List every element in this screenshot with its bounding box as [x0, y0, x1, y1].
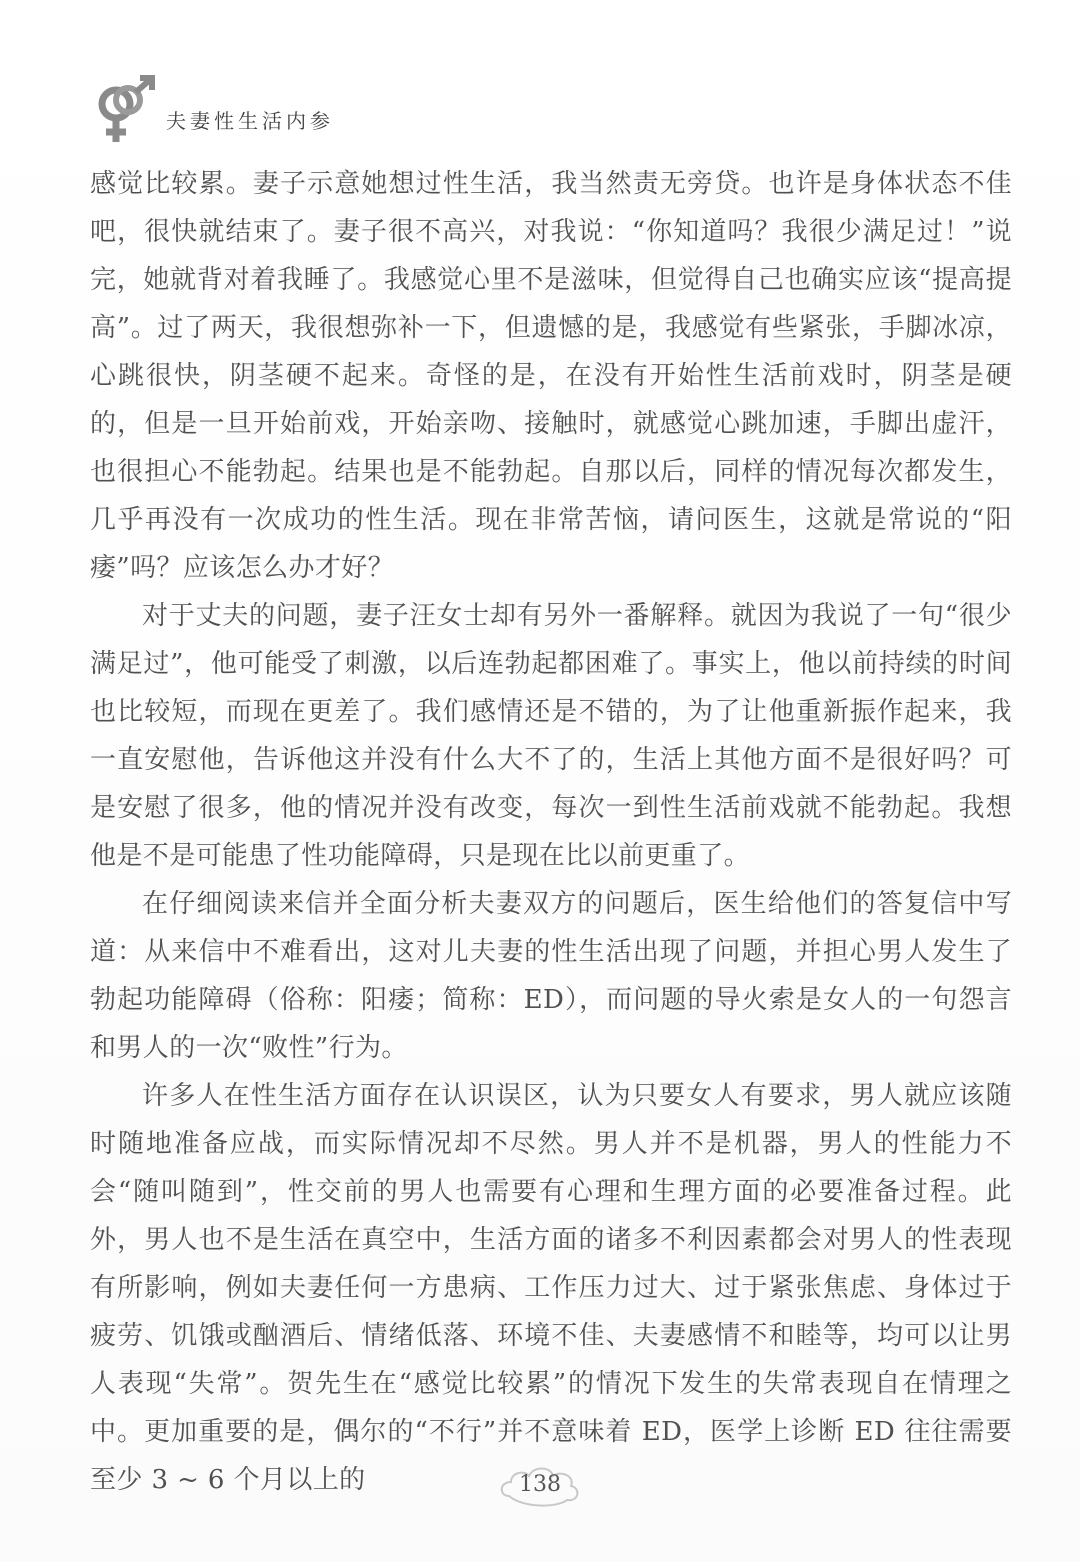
paragraph-3: 在仔细阅读来信并全面分析夫妻双方的问题后，医生给他们的答复信中写道：从来信中不难看出，这对儿夫妻的性生活出现了问题，并担心男人发生了勃起功能障碍（俗称：阳痿；简称：ED），而问题的导火索是女人的一句怨言和男人的一次“败性”行为。: [90, 889, 1012, 1063]
page-number-badge: [495, 1462, 585, 1510]
paragraph-1: 感觉比较累。妻子示意她想过性生活，我当然责无旁贷。也许是身体状态不佳吧，很快就结束了。妻子很不高兴，对我说：“你知道吗？我很少满足过！”说完，她就背对着我睡了。我感觉心里不是滋味，但觉得自己也确实应该“提高提高”。过了两天，我很想弥补一下，但遗憾的是，我感觉有些紧张，手脚冰凉，心跳很快，阴茎硬不起来。奇怪的是，在没有开始性生活前戏时，阴茎是硬的，但是一旦开始前戏，开始亲吻、接触时，就感觉心跳加速，手脚出虚汗，也很担心不能勃起。结果也是不能勃起。自那以后，同样的情况每次都发生，几乎再没有一次成功的性生活。现在非常苦恼，请问医生，这就是常说的“阳痿”吗？应该怎么办才好？: [90, 169, 1012, 583]
book-title: 夫妻性生活内参: [166, 109, 334, 133]
page-number: 138: [519, 1472, 561, 1497]
paragraph-2: 对于丈夫的问题，妻子汪女士却有另外一番解释。就因为我说了一句“很少满足过”，他可能受了刺激，以后连勃起都困难了。事实上，他以前持续的时间也比较短，而现在更差了。我们感情还是不错的，为了让他重新振作起来，我一直安慰他，告诉他这并没有什么大不了的，生活上其他方面不是很好吗？可是安慰了很多，他的情况并没有改变，每次一到性生活前戏就不能勃起。我想他是不是可能患了性功能障碍，只是现在比以前更重了。: [90, 601, 1012, 871]
running-header: [88, 76, 334, 146]
paragraph-4: 许多人在性生活方面存在认识误区，认为只要女人有要求，男人就应该随时随地准备应战，而实际情况却不尽然。男人并不是机器，男人的性能力不会“随叫随到”，性交前的男人也需要有心理和生理方面的必要准备过程。此外，男人也不是生活在真空中，生活方面的诸多不利因素都会对男人的性表现有所影响，例如夫妻任何一方患病、工作压力过大、过于紧张焦虑、身体过于疲劳、饥饿或酗酒后、情绪低落、环境不佳、夫妻感情不和睦等，均可以让男人表现“失常”。贺先生在“感觉比较累”的情况下发生的失常表现自在情理之中。更加重要的是，偶尔的“不行”并不意味着 ED，医学上诊断 ED 往往需要至少 3 ~ 6 个月以上的: [90, 1081, 1012, 1495]
page-footer: [0, 1462, 1080, 1510]
gender-symbol-icon: [88, 74, 160, 146]
body-text: [90, 160, 1012, 1504]
